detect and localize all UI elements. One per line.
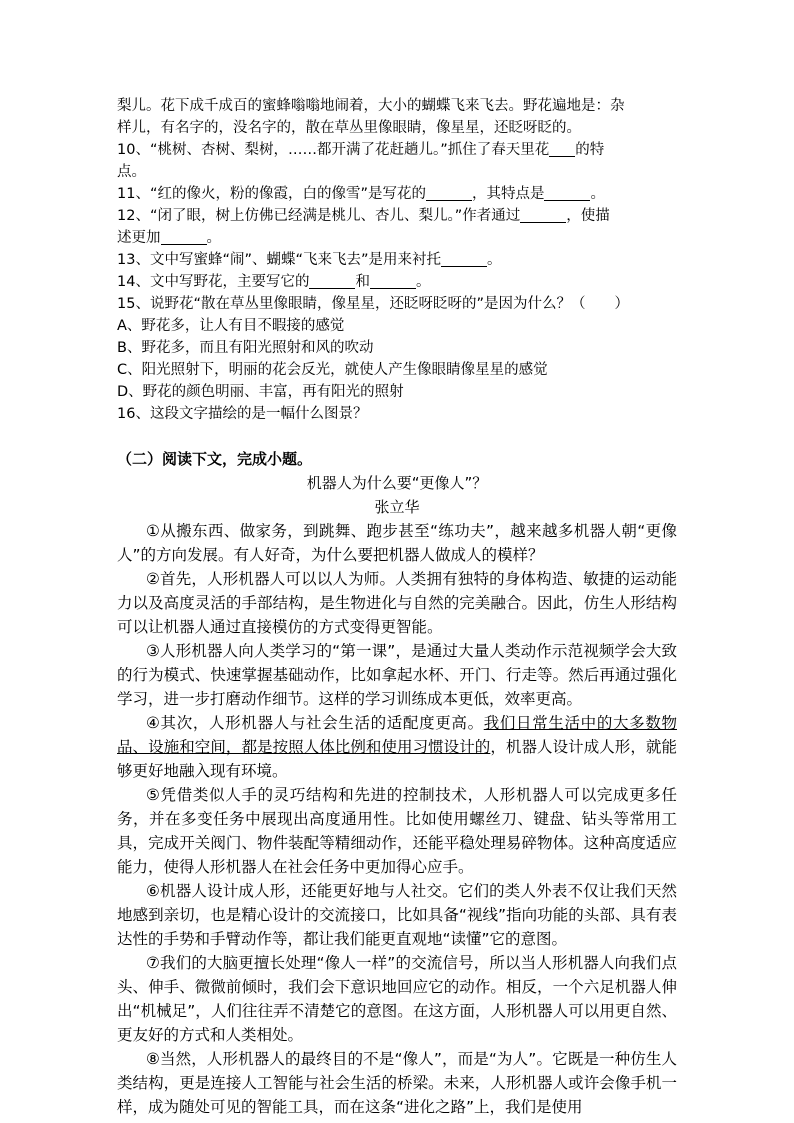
answer-blank[interactable] [161, 230, 207, 245]
answer-blank[interactable] [441, 252, 487, 267]
passage-line-1: 梨儿。花下成千成百的蜜蜂嗡嗡地闹着，大小的蝴蝶飞来飞去。野花遍地是：杂 [117, 98, 625, 114]
answer-blank[interactable] [520, 208, 566, 223]
question-16: 16、这段文字描绘的是一幅什么图景？ [117, 406, 368, 422]
question-11 [117, 183, 677, 205]
question-11-text: 11、“红的像火，粉的像霞，白的像雪”是写花的 [117, 186, 426, 202]
question-12-text: 12、“闭了眼，树上仿佛已经满是桃儿、杏儿、梨儿。”作者通过 [117, 208, 521, 224]
option-d: D、野花的颜色明丽、丰富，再有阳光的照射 [117, 384, 404, 400]
question-10-text-end: 的特 [575, 142, 605, 158]
paragraph-6: ⑥机器人设计成人形，还能更好地与人社交。它们的类人外表不仅让我们天然地感到亲切，也是精心设计的交流接口，比如具备“视线”指向功能的头部、具有表达性的手势和手臂动作等，都让我们能更直观地“读懂”它的意图。 [117, 882, 677, 948]
option-c: C、阳光照射下，明丽的花会反光，就使人产生像眼睛像星星的感觉 [117, 362, 548, 378]
passage-line-2: 样儿，有名字的，没名字的，散在草丛里像眼睛，像星星，还眨呀眨的。 [117, 120, 581, 136]
question-12-text-cont: 述更加 [117, 230, 161, 246]
question-12-cont [117, 227, 677, 249]
question-12 [117, 205, 677, 227]
article-title: 机器人为什么要“更像人”？ [306, 474, 488, 492]
question-13 [117, 249, 677, 271]
question-14-text-end: 。 [415, 274, 431, 290]
section-heading: （二）阅读下文，完成小题。 [117, 450, 313, 468]
question-10 [117, 139, 677, 161]
paragraph-8: ⑧当然，人形机器人的最终目的不是“像人”，而是“为人”。它既是一种仿生人类结构，更是连接人工智能与社会生活的桥梁。未来，人形机器人或许会像手机一样，成为随处可见的智能工具，而在这条“进化之路”上，我们是使用 [117, 1050, 677, 1116]
answer-blank[interactable] [544, 186, 590, 201]
question-11-text-end: 。 [590, 186, 605, 202]
paragraph-2: ②首先，人形机器人可以以人为师。人类拥有独特的身体构造、敏捷的运动能力以及高度灵活的手部结构，是生物进化与自然的完美融合。因此，仿生人形结构可以让机器人通过直接模仿的方式变得更智能。 [117, 570, 677, 636]
underlined-sentence: 我们日常生活中的大多数物品、设施和空间，都是按照人体比例和使用习惯设计的 [117, 714, 677, 756]
paragraph-3: ③人形机器人向人类学习的“第一课”，是通过大量人类动作示范视频学会大致的行为模式、快速掌握基础动作，比如拿起水杯、开门、行走等。然后再通过强化学习，进一步打磨动作细节。这样的学习训练成本更低，效率更高。 [117, 642, 677, 708]
answer-blank[interactable] [309, 274, 355, 289]
question-10-text: 10、“桃树、杏树、梨树，……都开满了花赶趟儿。”抓住了春天里花 [117, 142, 550, 158]
option-a: A、野花多，让人有目不暇接的感觉 [117, 318, 345, 334]
paragraph-4-text: ④其次，人形机器人与社会生活的适配度更高。 [146, 714, 484, 732]
question-15: 15、说野花“散在草丛里像眼睛，像星星，还眨呀眨呀的”是因为什么？（ ） [117, 296, 629, 312]
question-11-text-mid: ，其特点是 [471, 186, 545, 202]
paragraph-4-text-end: ，机器人设计成人形，就能够更好地融入现有环境。 [117, 738, 677, 780]
answer-blank[interactable] [370, 274, 416, 289]
question-14-text: 14、文中写野花，主要写它的 [117, 274, 310, 290]
question-14 [117, 271, 677, 293]
question-13-text: 13、文中写蜜蜂“闹”、蝴蝶“飞来飞去”是用来衬托 [117, 252, 441, 268]
question-12-text-mid: ，使描 [566, 208, 610, 224]
option-b: B、野花多，而且有阳光照射和风的吹动 [117, 340, 374, 356]
paragraph-5: ⑤凭借类似人手的灵巧结构和先进的控制技术，人形机器人可以完成更多任务，并在多变任务中展现出高度通用性。比如使用螺丝刀、键盘、钻头等常用工具，完成开关阀门、物件装配等精细动作，还能平稳处理易碎物体。这种高度适应能力，使得人形机器人在社会任务中更加得心应手。 [117, 786, 677, 876]
answer-blank[interactable] [426, 186, 472, 201]
document-page [117, 95, 677, 1119]
paragraph-4 [117, 711, 677, 783]
question-10-cont: 点。 [117, 164, 146, 180]
question-13-text-end: 。 [487, 252, 502, 268]
paragraph-1: ①从搬东西、做家务，到跳舞、跑步甚至“练功夫”，越来越多机器人朝“更像人”的方向发展。有人好奇，为什么要把机器人做成人的模样？ [117, 522, 677, 564]
article-author: 张立华 [374, 498, 420, 516]
question-14-text-mid: 和 [355, 274, 370, 290]
question-12-text-end: 。 [206, 230, 221, 246]
paragraph-7: ⑦我们的大脑更擅长处理“像人一样”的交流信号，所以当人形机器人向我们点头、伸手、微微前倾时，我们会下意识地回应它的动作。相反，一个六足机器人伸出“机械足”，人们往往弄不清楚它的意图。在这方面，人形机器人可以用更自然、更友好的方式和人类相处。 [117, 954, 677, 1044]
answer-blank[interactable] [549, 142, 575, 157]
